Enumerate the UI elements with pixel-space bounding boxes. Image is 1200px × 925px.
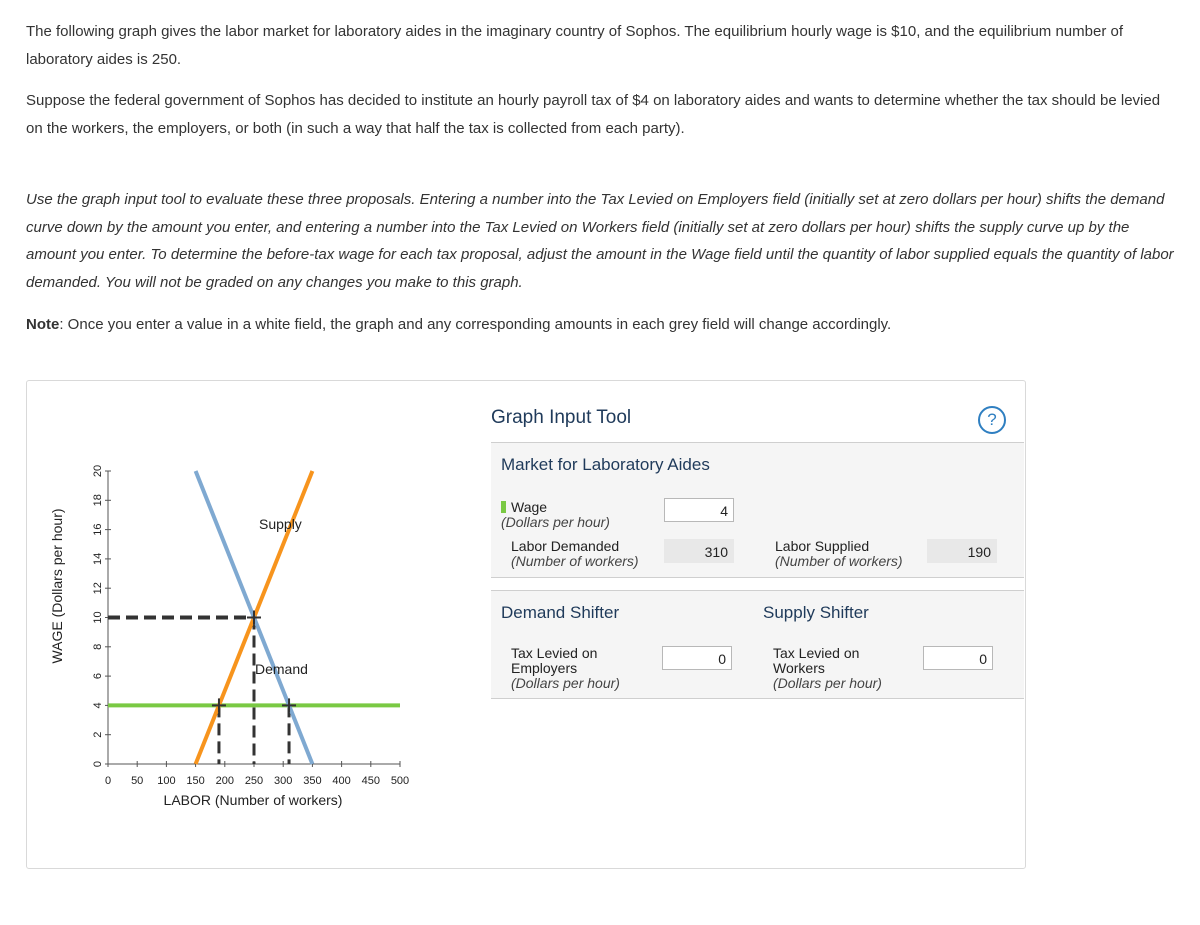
x-tick-label: 300 [274,775,293,787]
y-tick-label: 12 [92,582,104,595]
note-paragraph [26,311,891,339]
demand-shifter-title: Demand Shifter [501,603,620,622]
y-tick-label: 0 [92,760,104,768]
labor-demanded-label-group [511,539,639,569]
wage-input[interactable]: 4 [664,498,734,522]
wage-unit: (Dollars per hour) [501,514,610,530]
labor-supplied-unit: (Number of workers) [775,553,903,569]
x-axis-title: LABOR (Number of workers) [163,792,343,808]
tool-title: Graph Input Tool [491,407,632,428]
note-label: Note [26,316,60,333]
graph-input-tool [488,381,1024,867]
y-tick-label: 18 [92,494,104,507]
y-tick-label: 4 [92,702,104,709]
x-tick-label: 400 [332,775,351,787]
labor-supplied-label-group [775,539,903,569]
workers-tax-label-line2: Workers [773,660,825,676]
labor-market-chart[interactable] [27,381,487,867]
market-title: Market for Laboratory Aides [501,455,710,474]
workers-tax-label-line1: Tax Levied on [773,645,860,661]
wage-line-swatch [501,501,506,513]
employers-tax-label-group [511,646,620,691]
intro-paragraph-1: The following graph gives the labor market for laboratory aides in the imaginary country of Sophos. The equilibrium hourly wage is $10, and the equilibrium number of laboratory aides is 250. [26,23,1123,68]
intro-paragraph-2: Suppose the federal government of Sophos has decided to institute an hourly payroll tax of $4 on laboratory aides and wants to determine whether the tax should be levied on the workers, the employers, or both (in such a way that half the tax is collected from each party). [26,92,1161,137]
help-icon[interactable]: ? [978,406,1006,434]
y-tick-label: 6 [92,673,104,680]
shifter-box [491,590,1024,699]
labor-supplied-value: 190 [927,539,997,563]
y-tick-label: 8 [92,643,104,650]
supply-curve-label: Supply [259,516,302,532]
x-tick-label: 150 [186,775,205,787]
y-tick-label: 2 [92,731,104,738]
demand-curve-label: Demand [255,661,308,677]
x-tick-label: 350 [303,775,322,787]
labor-demanded-label: Labor Demanded [511,538,620,554]
labor-supplied-label: Labor Supplied [775,538,870,554]
employers-tax-input[interactable]: 0 [662,646,732,670]
y-tick-label: 16 [92,523,104,536]
x-tick-label: 450 [361,775,380,787]
x-tick-label: 100 [157,775,176,787]
market-box [491,442,1024,578]
labor-demanded-unit: (Number of workers) [511,553,639,569]
wage-label-group [501,500,610,530]
employers-tax-label-line2: Employers [511,660,578,676]
wage-label: Wage [511,499,548,515]
graph-panel [26,380,1026,869]
y-tick-label: 20 [92,464,104,478]
y-axis-title: WAGE (Dollars per hour) [49,508,65,664]
x-tick-label: 250 [244,775,264,787]
x-tick-label: 50 [131,775,144,787]
y-tick-label: 10 [92,611,104,624]
y-tick-label: 14 [92,552,104,566]
workers-tax-input[interactable]: 0 [923,646,993,670]
workers-tax-label-group [773,646,882,691]
employers-tax-unit: (Dollars per hour) [511,675,620,691]
supply-shifter-title: Supply Shifter [763,603,869,622]
note-text: : Once you enter a value in a white field, the graph and any corresponding amounts in each grey field will change accordingly. [59,316,892,333]
x-tick-label: 500 [390,775,410,787]
intro-paragraph-3: Use the graph input tool to evaluate these three proposals. Entering a number into the Tax Levied on Employers field (initially set at zero dollars per hour) shifts the demand curve down by the amount you enter, and entering a number into the Tax Levied on Workers field (initially set at zero dollars per hour) shifts the supply curve up by the amount you enter. To determine the before-tax wage for each tax proposal, adjust the amount in the Wage field until the quantity of labor supplied equals the quantity of labor demanded. You will not be graded on any changes you make to this graph. [26,191,1174,291]
workers-tax-unit: (Dollars per hour) [773,675,882,691]
labor-demanded-value: 310 [664,539,734,563]
employers-tax-label-line1: Tax Levied on [511,645,598,661]
x-tick-label: 0 [104,775,112,787]
x-tick-label: 200 [215,775,234,787]
